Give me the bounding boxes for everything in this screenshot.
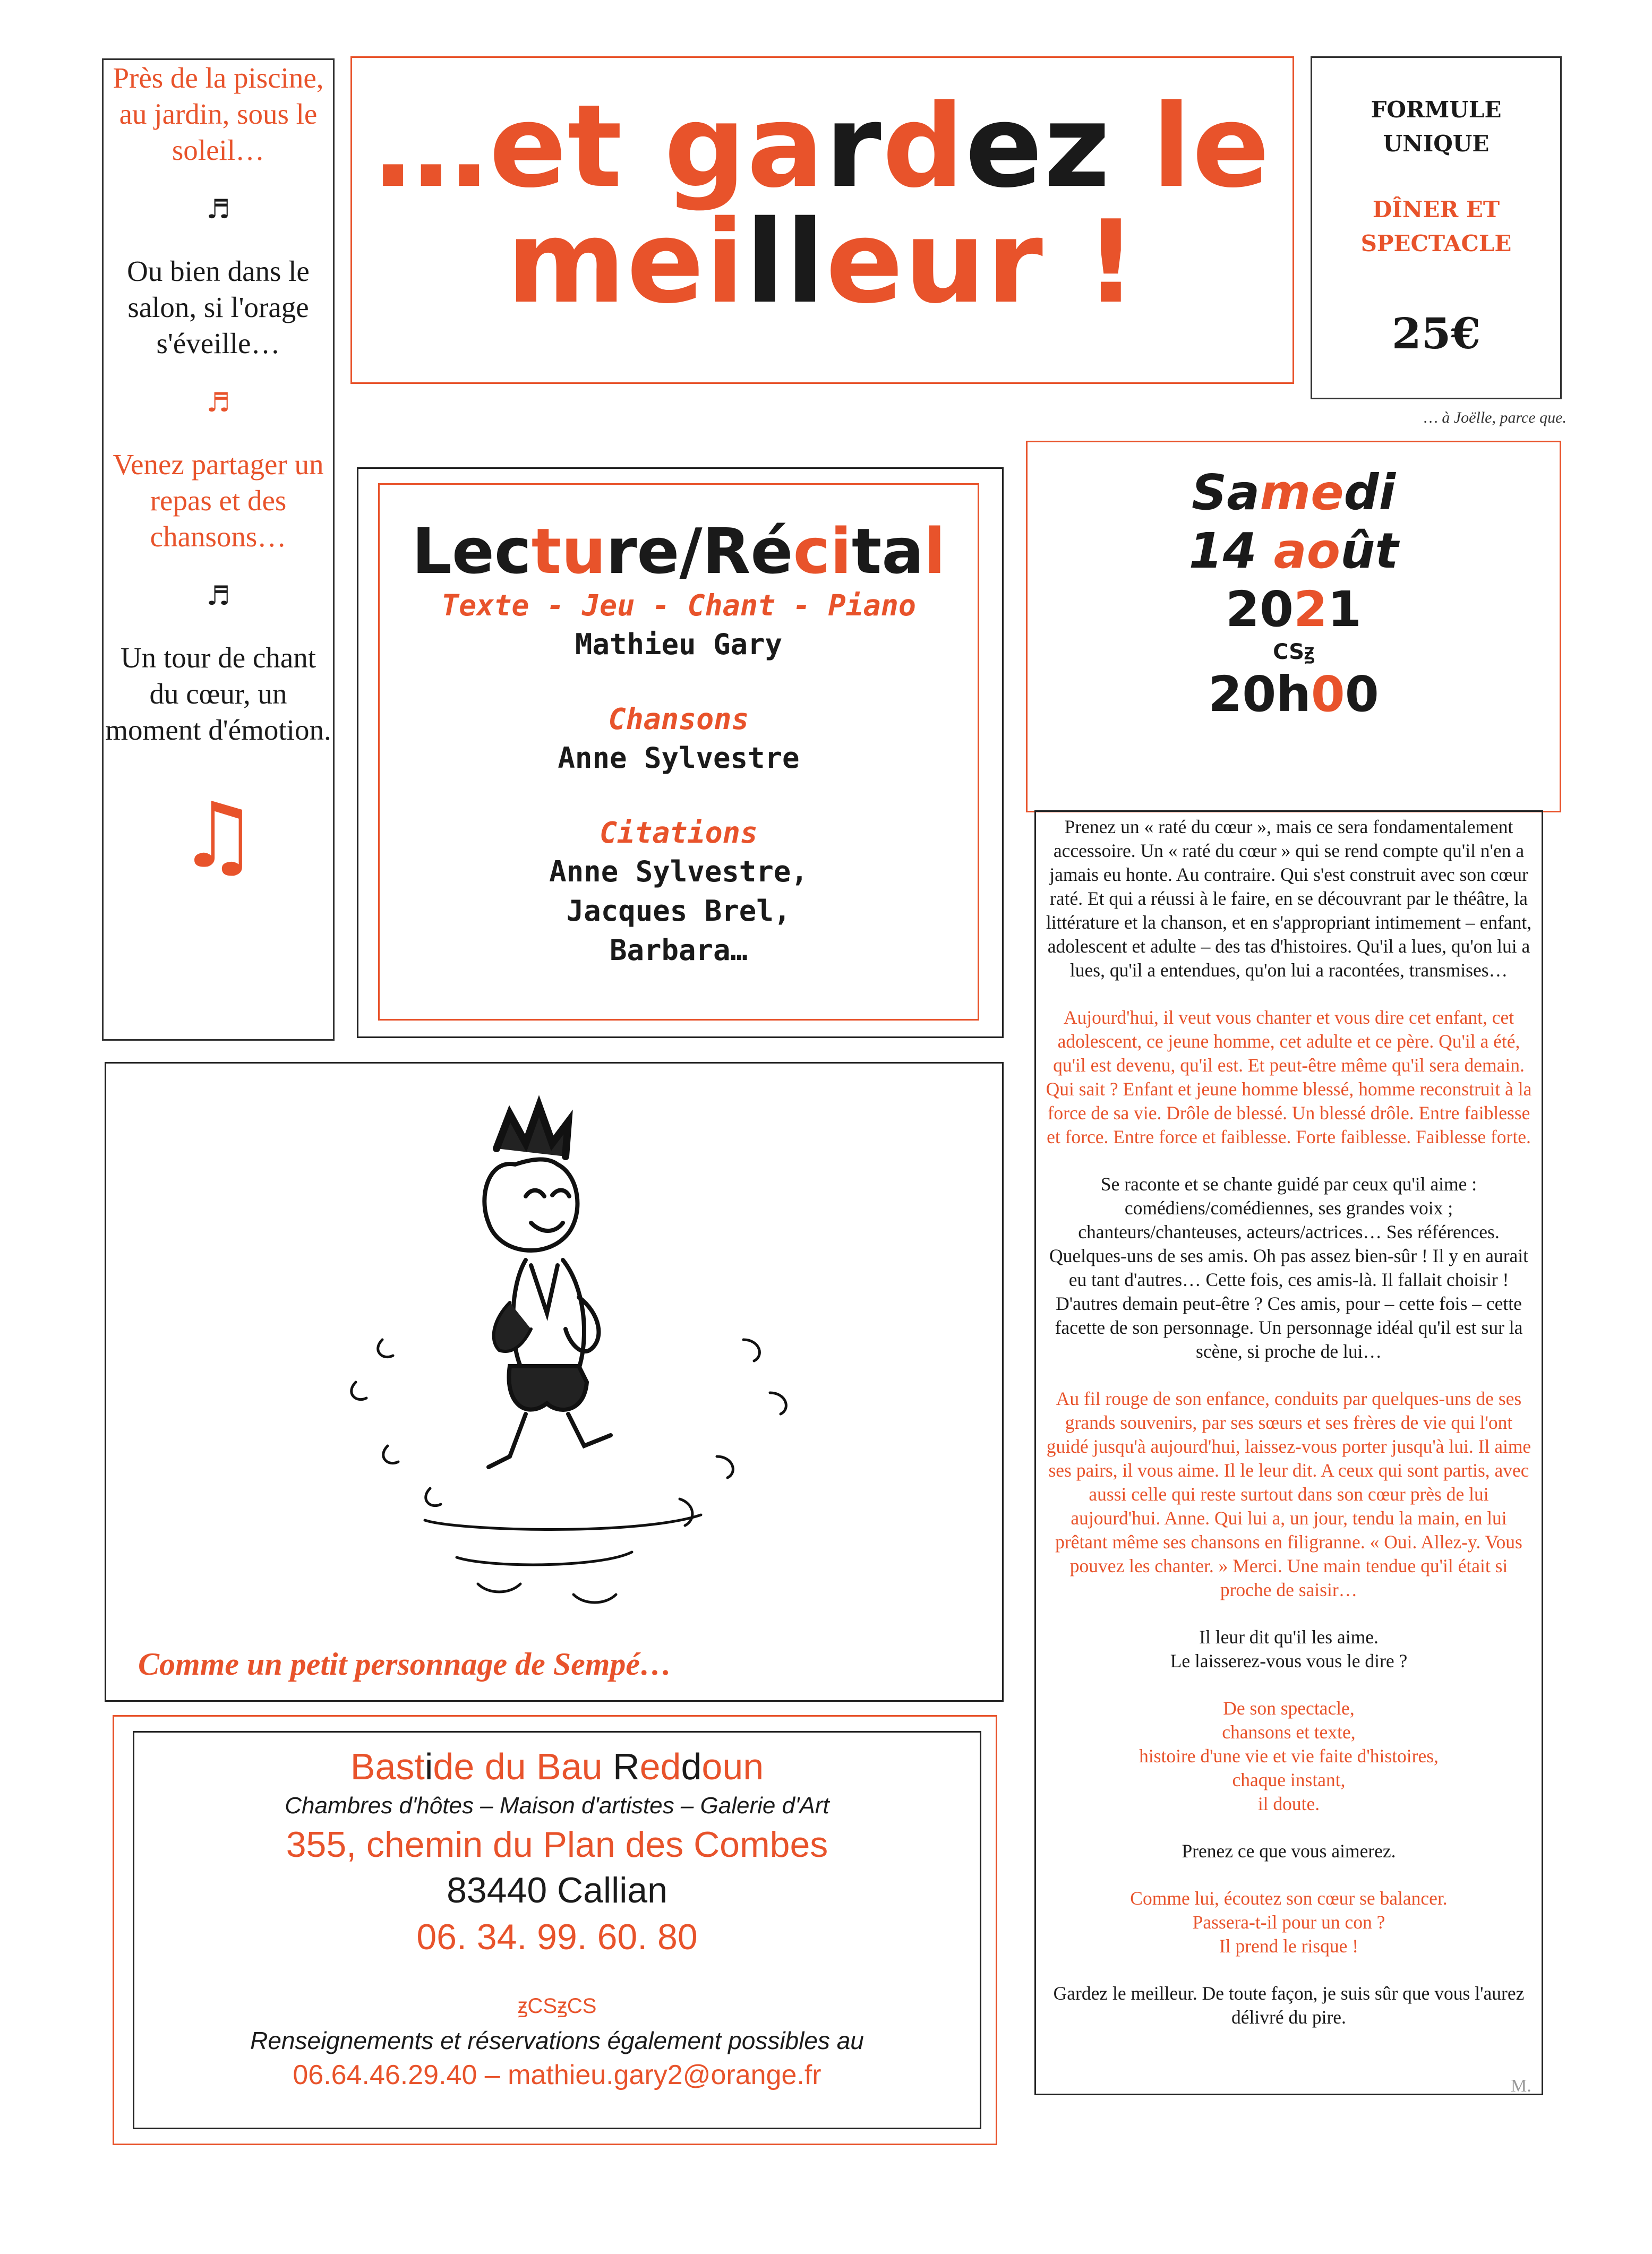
- venue-city: 83440 Callian: [447, 1870, 667, 1910]
- text-paragraph-1: Prenez un « raté du cœur », mais ce sera fondamentalement accessoire. Un « raté du cœur » qui se rend compte qu'il n'en a jamais eu honte. Au contraire. Qui s'est construit avec son cœur raté. Et qui a réussi à le faire, en se découvrant par le théâtre, la littérature et la chanson, et en s'appropriant intimement – enfant, adolescent et adulte – des tas d'histoires. Qu'il a lues, qu'on lui a lues, qu'il a entendues, qu'on lui a racontées, transmises…: [1046, 816, 1532, 981]
- text-paragraph-9: Gardez le meilleur. De toute façon, je suis sûr que vous l'aurez délivré du pire.: [1053, 1983, 1525, 2028]
- performer-name: Mathieu Gary: [575, 628, 783, 661]
- dedication: … à Joëlle, parce que.: [1424, 409, 1567, 426]
- date-time: 20h00: [1208, 666, 1379, 723]
- chansons-label: Chansons: [608, 702, 749, 736]
- music-note-icon: ♬: [206, 580, 230, 611]
- address-box: [133, 1731, 981, 2129]
- citation-2: Jacques Brel,: [566, 894, 791, 928]
- ornament: ꙃCSꙃCS: [517, 1994, 597, 2018]
- date-day: Samedi: [1192, 464, 1396, 521]
- formule-label: FORMULE UNIQUE: [1371, 97, 1502, 157]
- formule-offer: DÎNER ET SPECTACLE: [1360, 196, 1512, 256]
- date-date: 14 août: [1188, 522, 1399, 579]
- ornament: CSꙃ: [1273, 640, 1314, 664]
- left-text-3: Venez partager un repas et des chansons…: [113, 448, 324, 553]
- sempe-character-drawing: [106, 1064, 1005, 1703]
- lecture-title: Lecture/Récital: [412, 515, 946, 588]
- text-paragraph-7: Prenez ce que vous aimerez.: [1182, 1840, 1396, 1862]
- music-note-icon: ♬: [206, 194, 230, 225]
- left-text-4: Un tour de chant du cœur, un moment d'émotion.: [105, 641, 331, 746]
- date-box: [1026, 441, 1561, 812]
- reservation-info: Renseignements et réservations également possibles au: [250, 2027, 864, 2054]
- date-year: 2021: [1225, 581, 1362, 638]
- drawing-caption: Comme un petit personnage de Sempé…: [138, 1647, 672, 1682]
- venue-phone: 06. 34. 99. 60. 80: [416, 1917, 698, 1957]
- text-paragraph-5: Il leur dit qu'il les aime. Le laisserez-vous vous le dire ?: [1170, 1626, 1408, 1672]
- left-text-1: Près de la piscine, au jardin, sous le soleil…: [113, 62, 324, 166]
- drawing-box: [105, 1062, 1004, 1702]
- title-box: [350, 56, 1294, 384]
- left-text-2: Ou bien dans le salon, si l'orage s'éveille…: [127, 255, 310, 359]
- lecture-subtitle: Texte - Jeu - Chant - Piano: [441, 588, 917, 622]
- title-line-2: meilleur !: [507, 195, 1138, 329]
- venue-street: 355, chemin du Plan des Combes: [286, 1824, 828, 1865]
- venue-tagline: Chambres d'hôtes – Maison d'artistes – Galerie d'Art: [285, 1793, 829, 1819]
- price: 25€: [1392, 308, 1480, 358]
- title-line-1: …et gardez le: [374, 80, 1271, 213]
- venue-name: Bastide du Bau Reddoun: [350, 1746, 764, 1787]
- citations-label: Citations: [599, 816, 758, 850]
- lecture-box: [378, 483, 979, 1021]
- music-note-icon: ♬: [206, 387, 230, 418]
- signature: M.: [1511, 2076, 1531, 2096]
- citation-3: Barbara…: [609, 933, 748, 967]
- text-paragraph-6: De son spectacle, chansons et texte, histoire d'une vie et vie faite d'histoires, chaque instant, il doute.: [1139, 1698, 1439, 1814]
- text-paragraph-4: Au fil rouge de son enfance, conduits par quelques-uns de ses grands souvenirs, par ses sœurs et ses frères de vie qui l'ont guidé jusqu'à aujourd'hui, laissez-vous porter jusqu'à lui. Il aime ses pairs, il vous aime. Il le leur dit. A ceux qui sont partis, avec aussi celle qui reste surtout dans son cœur près de lui aujourd'hui. Anne. Qui lui a, un jour, tendu la main, en lui prêtant même ses chansons en filigranne. « Oui. Allez-y. Vous pouvez les chanter. » Merci. Une main tendue qu'il était si proche de saisir…: [1046, 1388, 1531, 1600]
- description-column: [1034, 810, 1543, 2095]
- citation-1: Anne Sylvestre,: [549, 855, 808, 888]
- reservation-contact[interactable]: 06.64.46.29.40 – mathieu.gary2@orange.fr: [293, 2060, 821, 2090]
- chansons-name: Anne Sylvestre: [558, 741, 800, 775]
- left-column: [102, 58, 335, 1041]
- text-paragraph-8: Comme lui, écoutez son cœur se balancer. Passera-t-il pour un con ? Il prend le risque !: [1130, 1888, 1448, 1957]
- text-paragraph-2: Aujourd'hui, il veut vous chanter et vous dire cet enfant, cet adolescent, ce jeune homme, cet adulte et ce père. Qu'il a été, qu'il est devenu, qu'il est. Et peut-être même qu'il sera demain. Qui sait ? Enfant et jeune homme blessé, homme reconstruit à la force de sa vie. Drôle de blessé. Un blessé drôle. Entre faiblesse et force. Entre force et faiblesse. Forte faiblesse. Faiblesse forte.: [1046, 1007, 1532, 1147]
- formule-box: [1311, 56, 1562, 399]
- text-paragraph-3: Se raconte et se chante guidé par ceux qu'il aime : comédiens/comédiennes, ses grandes voix ; chanteurs/chanteuses, acteurs/actrices… Ses références. Quelques-uns de ses amis. Oh pas assez bien-sûr ! Il y en aurait eu tant d'autres… Cette fois, ces amis-là. Il fallait choisir ! D'autres demain peut-être ? Ces amis, pour – cette fois – cette facette de son personnage. Un personnage idéal qu'il est sur la scène, si proche de lui…: [1049, 1173, 1529, 1362]
- music-note-icon: ♫: [177, 783, 259, 888]
